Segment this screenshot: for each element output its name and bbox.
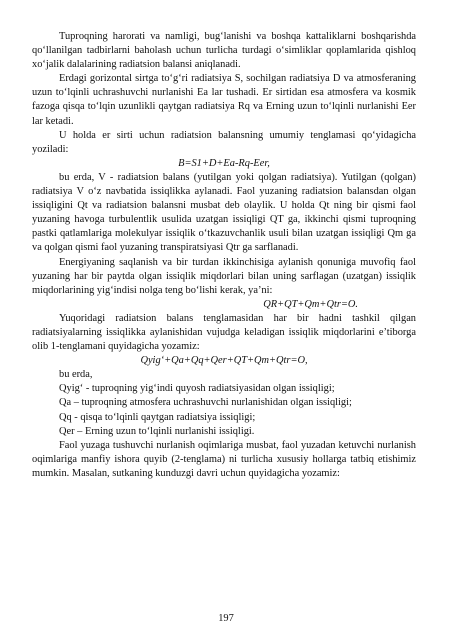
definition-qyig: Qyig‘ - tuproqning yig‘indi quyosh radiatsiyasidan olgan issiqligi; <box>59 383 335 395</box>
paragraph-balance-rewrite: Yuqoridagi radiatsion balans tenglamasidan har bir hadni tashkil qilgan radiatsiyalarning issiqlikka aylanishidan vujudga keladigan issiqlik miqdorlarini e’tiborga olib 1-tenglamani quyidagicha yozamiz: <box>32 312 416 353</box>
equation-expanded-balance: Qyig‘+Qa+Qq+Qer+QT+Qm+Qtr=O, <box>140 355 308 367</box>
paragraph-sign-convention: Faol yuzaga tushuvchi nurlanish oqimlariga musbat, faol yuzadan ketuvchi nurlanish oqimlariga manfiy ishora quyib (2-tenglama) ni turlicha xususiy hollarga tatbiq etishimiz mumkin. Masalan, sutkaning kunduzgi davri uchun quyidagicha yozamiz: <box>32 439 416 479</box>
definition-qer: Qer – Erning uzun to‘lqinli nurlanishi issiqligi. <box>59 425 255 437</box>
paragraph-radiation-fluxes: Erdagi gorizontal sirtga to‘g‘ri radiatsiya S, sochilgan radiatsiya D va atmosferaning uzun to‘lqinli uchrashuvchi nurlanishi Ea lar tushadi. Er sirtidan esa atmosfera va kosmik fazoga qisqa to‘lqin uzunlikli qaytgan radiatsiya Rq va Erning uzun to‘lqinli nurlanishi Eer lar ketadi. <box>32 73 416 127</box>
definition-qa: Qa – tuproqning atmosfera uchrashuvchi nurlanishidan olgan issiqligi; <box>59 397 352 409</box>
paragraph-energy-conservation: Energiyaning saqlanish va bir turdan ikkinchisiga aylanish qonuniga muvofiq faol yuzaning har bir paytda olgan issiqlik miqdorlari bilan uning sarflagan (uzatgan) issiqlik miqdorlarining yig‘indisi nolga teng bo‘lishi kerak, ya’ni: <box>32 256 416 296</box>
definition-qq: Qq - qisqa to‘lqinli qaytgan radiatsiya issiqligi; <box>59 411 256 423</box>
equation-radiation-balance: B=S1+D+Ea-Rq-Eer, <box>178 157 270 169</box>
page-number: 197 <box>218 613 234 624</box>
paragraph-balance-intro: U holda er sirti uchun radiatsion balansning umumiy tenglamasi qo‘yidagicha yoziladi: <box>32 129 416 155</box>
paragraph-balance-explanation: bu erda, V - radiatsion balans (yutilgan yoki qolgan radiatsiya). Yutilgan (qolgan) radiatsiya V o‘z navbatida issiqlikka aylanadi. Faol yuzaning radiatsion balansdan olgan issiqligini Qt va radiatsion balansni musbat deb olaylik. U holda Qt ning bir qismi faol yuzaning havoga turbulentlik usulida uzatgan issiqligi QT ga, ikkinchi qismi tuproqning pastki qatlamlariga molekulyar issiqlik o‘tkazuvchanlik usuli bilan uzatgan issiqligi Qm ga va qolgan qismi faol yuzaning transpiratsiyasi Qtr ga sarflanadi. <box>32 171 416 254</box>
document-page <box>32 30 416 481</box>
paragraph-intro: Tuproqning harorati va namligi, bug‘lanishi va boshqa kattaliklarni boshqarishda qo‘llanilgan tadbirlarni baholash uchun turlicha turdagi o‘simliklar qoplamlarida qishloq xo‘jalik dalalarining radiatsion balansi aniqlanadi. <box>32 31 416 71</box>
paragraph-where: bu erda, <box>59 369 93 381</box>
equation-heat-balance: QR+QT+Qm+Qtr=O. <box>263 298 358 310</box>
